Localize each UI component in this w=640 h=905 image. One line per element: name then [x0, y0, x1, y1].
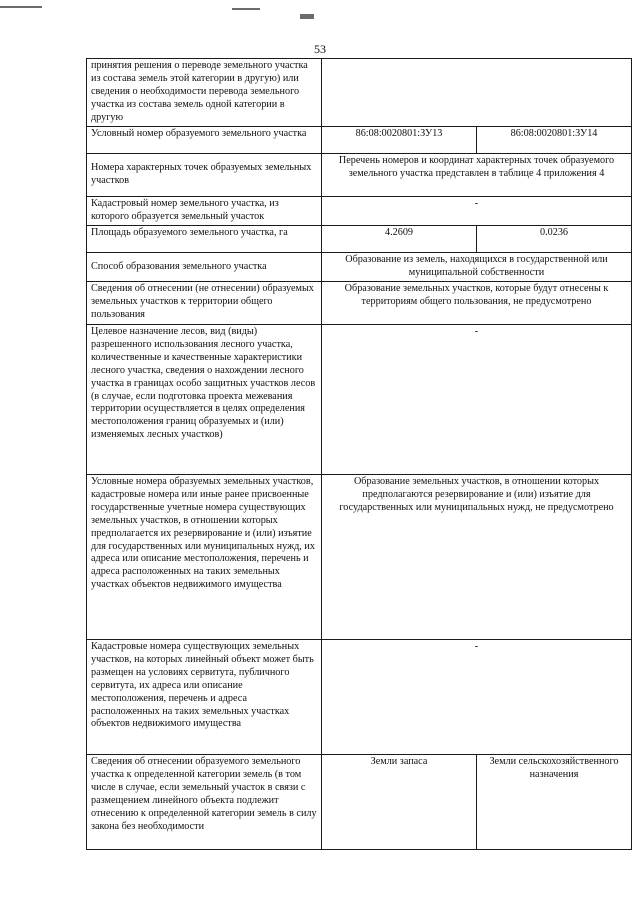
row-label: Сведения об отнесении (не отнесении) образуемых земельных участков к территории общего пользования: [87, 282, 322, 325]
row-label: Условный номер образуемого земельного участка: [87, 127, 322, 154]
table-row: [87, 154, 632, 197]
table-row: [87, 226, 632, 253]
row-value: 4.2609: [322, 226, 477, 253]
row-value: Образование из земель, находящихся в государственной или муниципальной собственности: [322, 253, 632, 282]
table-row: [87, 325, 632, 475]
row-value: Перечень номеров и координат характерных точек образуемого земельного участка представлен в таблице 4 приложения 4: [322, 154, 632, 197]
row-value: -: [322, 325, 632, 475]
row-label: принятия решения о переводе земельного участка из состава земель этой категории в другую) или сведения о необходимости перевода земельного участка из состава земель одной категории в другую: [87, 59, 322, 127]
scan-artifact: [0, 6, 42, 8]
table-row: [87, 475, 632, 640]
row-label: Кадастровый номер земельного участка, из которого образуется земельный участок: [87, 197, 322, 226]
row-label: Способ образования земельного участка: [87, 253, 322, 282]
row-value: -: [322, 640, 632, 755]
row-label: Условные номера образуемых земельных участков, кадастровые номера или иные ранее присвоенные государственные учетные номера существующих земельных участков, в отношении которых предполагается их резервирование и (или) изъятие для государственных или муниципальных нужд, их адреса или описание местоположения, перечень и адреса расположенных на таких земельных участках объектов недвижимого имущества: [87, 475, 322, 640]
row-value: 0.0236: [477, 226, 632, 253]
table-row: [87, 59, 632, 127]
row-value: Образование земельных участков, которые будут отнесены к территориям общего пользования, не предусмотрено: [322, 282, 632, 325]
scan-artifact: [232, 8, 260, 10]
row-value: Земли запаса: [322, 755, 477, 850]
row-label: Кадастровые номера существующих земельных участков, на которых линейный объект может быть размещен на условиях сервитута, публичного сервитута, их адреса или описание местоположения, перечень и адреса расположенных на таких земельных участках объектов недвижимого имущества: [87, 640, 322, 755]
row-label: Целевое назначение лесов, вид (виды) разрешенного использования лесного участка, количественные и качественные характеристики лесного участка, сведения о нахождении лесного участка в границах особо защитных участков лесов (в случае, если подготовка проекта межевания территории осуществляется в целях определения местоположения границ образуемых и (или) изменяемых лесных участков): [87, 325, 322, 475]
table-row: [87, 253, 632, 282]
page-number: 53: [314, 42, 326, 56]
row-label: Площадь образуемого земельного участка, га: [87, 226, 322, 253]
row-value: Земли сельскохозяйственного назначения: [477, 755, 632, 850]
row-value: 86:08:0020801:ЗУ14: [477, 127, 632, 154]
row-value: -: [322, 197, 632, 226]
table-row: [87, 282, 632, 325]
land-plot-table: [86, 58, 632, 850]
row-value: Образование земельных участков, в отношении которых предполагаются резервирование и (или) изъятие для государственных или муниципальных нужд, не предусмотрено: [322, 475, 632, 640]
table-row: [87, 127, 632, 154]
table-row: [87, 640, 632, 755]
row-label: Номера характерных точек образуемых земельных участков: [87, 154, 322, 197]
scan-artifact: [300, 14, 314, 19]
row-value: [322, 59, 632, 127]
row-label: Сведения об отнесении образуемого земельного участка к определенной категории земель (в том числе в случае, если земельный участок в связи с размещением линейного объекта подлежит отнесению к определенной категории земель в силу закона без необходимости: [87, 755, 322, 850]
row-value: 86:08:0020801:ЗУ13: [322, 127, 477, 154]
table-row: [87, 755, 632, 850]
table-row: [87, 197, 632, 226]
